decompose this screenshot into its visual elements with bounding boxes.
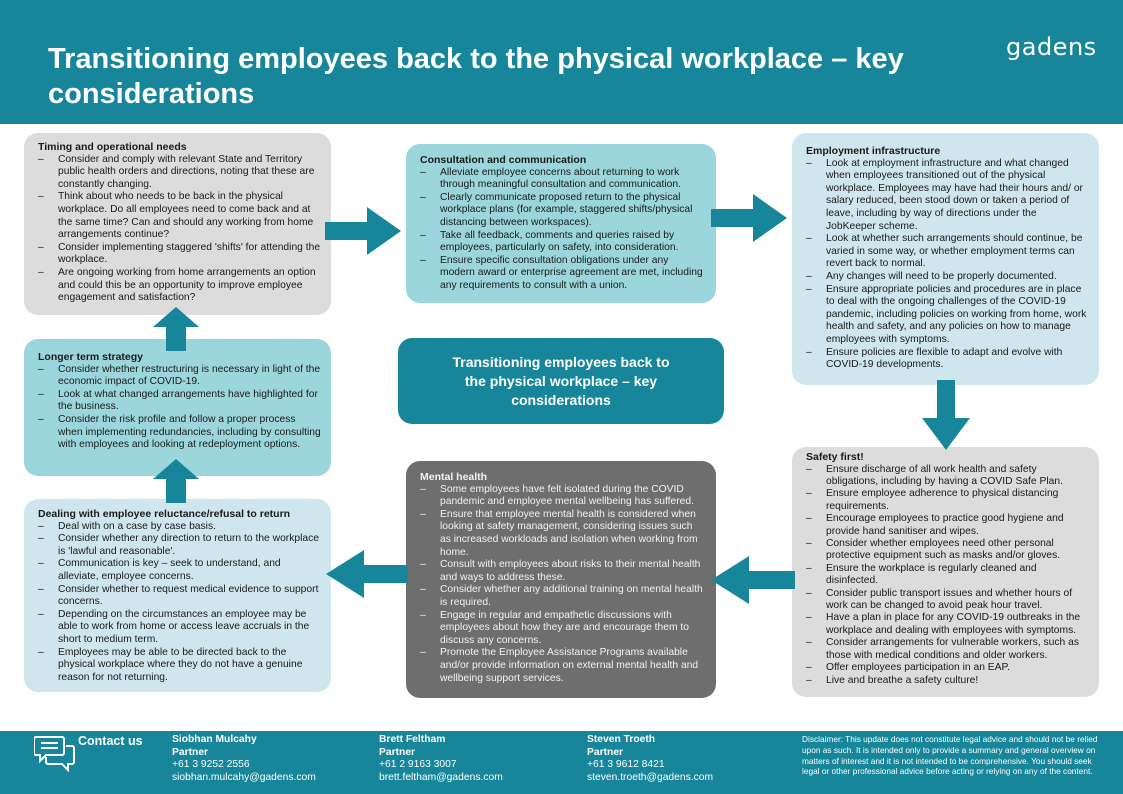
footer-bar xyxy=(0,731,1123,794)
contact-person xyxy=(587,734,713,784)
list-item: – Depending on the circumstances an employee may be able to work from home or access leave accruals in the short to medium term. xyxy=(38,609,321,647)
reluctance-title: Dealing with employee reluctance/refusal to return xyxy=(38,508,291,520)
reluctance-box xyxy=(24,499,331,692)
contact-person xyxy=(379,734,503,784)
list-item: – Look at employment infrastructure and what changed when employees transitioned out of the physical workplace. Employees may have had their hours and/ or salary reduced, been stood down or taken a period of leave, including by way of directions under the JobKeeper scheme. xyxy=(806,158,1089,234)
timing-title: Timing and operational needs xyxy=(38,141,187,153)
arrow-down-icon xyxy=(922,380,970,450)
list-item: – Look at what changed arrangements have highlighted for the business. xyxy=(38,389,321,414)
mental-health-title: Mental health xyxy=(420,471,488,483)
contact-email[interactable]: brett.feltham@gadens.com xyxy=(379,771,503,783)
reluctance-list xyxy=(38,521,321,685)
longer-term-box xyxy=(24,339,331,476)
list-item: – Ensure that employee mental health is considered when looking at safety management, considering issues such as increased workloads and isolation when working from home. xyxy=(420,509,706,559)
list-item: – Some employees have felt isolated during the COVID pandemic and employee mental wellbeing has suffered. xyxy=(420,484,706,509)
list-item: – Ensure discharge of all work health and safety obligations, including by having a COVID Safe Plan. xyxy=(806,464,1089,489)
list-item: – Ensure policies are flexible to adapt and evolve with COVID-19 developments. xyxy=(806,347,1089,372)
list-item: – Consider whether restructuring is necessary in light of the economic impact of COVID-19. xyxy=(38,364,321,389)
list-item: – Take all feedback, comments and queries raised by employees, particularly on safety, into consideration. xyxy=(420,230,706,255)
contact-phone[interactable]: +61 3 9612 8421 xyxy=(587,759,665,770)
page-title: Transitioning employees back to the physical workplace – key considerations xyxy=(48,43,904,110)
list-item: – Look at whether such arrangements should continue, be varied in some way, or whether employment terms can revert back to normal. xyxy=(806,233,1089,271)
contact-phone[interactable]: +61 2 9163 3007 xyxy=(379,759,457,770)
chat-bubbles-icon xyxy=(34,734,76,774)
list-item: – Are ongoing working from home arrangements an option and could this be an opportunity to improve employee engagement and satisfaction? xyxy=(38,267,321,305)
list-item: – Employees may be able to be directed back to the physical workplace where they do not have a genuine reason for not returning. xyxy=(38,647,321,685)
longer-term-title: Longer term strategy xyxy=(38,351,144,363)
contact-phone[interactable]: +61 3 9252 2556 xyxy=(172,759,250,770)
list-item: – Encourage employees to practice good hygiene and provide hand sanitiser and wipes. xyxy=(806,513,1089,538)
timing-box xyxy=(24,133,331,315)
list-item: – Consult with employees about risks to their mental health and ways to address these. xyxy=(420,559,706,584)
contact-us-label: Contact us xyxy=(78,734,143,748)
arrow-left-icon xyxy=(326,550,408,598)
longer-term-list xyxy=(38,364,321,452)
contact-role: Partner xyxy=(379,746,416,758)
list-item: – Live and breathe a safety culture! xyxy=(806,675,1089,687)
list-item: – Consider arrangements for vulnerable workers, such as those with medical conditions and older workers. xyxy=(806,637,1089,662)
list-item: – Ensure appropriate policies and procedures are in place to deal with the ongoing challenges of the COVID-19 pandemic, including policies on working from home, work health and safety, and any policies on how to manage employees with symptoms. xyxy=(806,284,1089,347)
list-item: – Consider implementing staggered 'shifts' for attending the workplace. xyxy=(38,242,321,267)
contact-email[interactable]: siobhan.mulcahy@gadens.com xyxy=(172,771,316,783)
center-title: Transitioning employees back to the physical workplace – key considerations xyxy=(452,354,670,408)
contact-name: Brett Feltham xyxy=(379,734,446,745)
list-item: – Think about who needs to be back in the physical workplace. Do all employees need to come back and at the same time? Can and should any working from home arrangements continue? xyxy=(38,191,321,241)
list-item: – Clearly communicate proposed return to the physical workplace plans (for example, staggered shifts/physical distancing between workspaces). xyxy=(420,192,706,230)
disclaimer-text: Disclaimer: This update does not constitute legal advice and should not be relied upon as such. It is intended only to provide a summary and general overview on matters of interest and it is not intended to be comprehensive. You should seek legal or other professional advice before acting or relying on any of the content. xyxy=(802,734,1098,777)
contact-person xyxy=(172,734,316,784)
consultation-title: Consultation and communication xyxy=(420,154,587,166)
header-banner xyxy=(0,0,1123,124)
list-item: – Promote the Employee Assistance Programs available and/or provide information on external mental health and wellbeing support services. xyxy=(420,647,706,685)
list-item: – Consider whether to request medical evidence to support concerns. xyxy=(38,584,321,609)
contact-email[interactable]: steven.troeth@gadens.com xyxy=(587,771,714,783)
contact-role: Partner xyxy=(587,746,624,758)
list-item: – Have a plan in place for any COVID-19 outbreaks in the workplace and dealing with employees with symptoms. xyxy=(806,612,1089,637)
list-item: – Ensure the workplace is regularly cleaned and disinfected. xyxy=(806,563,1089,588)
center-title-box xyxy=(398,338,724,424)
contact-name: Steven Troeth xyxy=(587,734,656,745)
list-item: – Alleviate employee concerns about returning to work through meaningful consultation and communication. xyxy=(420,167,706,192)
list-item: – Offer employees participation in an EAP. xyxy=(806,662,1089,674)
list-item: – Consider public transport issues and whether hours of work can be changed to avoid peak hour travel. xyxy=(806,588,1089,613)
list-item: – Consider the risk profile and follow a proper process when implementing redundancies, including by consulting with employees and looking at redeployment options. xyxy=(38,414,321,452)
list-item: – Ensure employee adherence to physical distancing requirements. xyxy=(806,488,1089,513)
contact-role: Partner xyxy=(172,746,209,758)
safety-title: Safety first! xyxy=(806,451,864,463)
list-item: – Ensure specific consultation obligations under any modern award or enterprise agreement are met, including any requirements to consult with a union. xyxy=(420,255,706,293)
list-item: – Communication is key – seek to understand, and alleviate, employee concerns. xyxy=(38,558,321,583)
list-item: – Consider and comply with relevant State and Territory public health orders and directions, noting that these are constantly changing. xyxy=(38,154,321,192)
arrow-right-icon xyxy=(325,207,401,255)
list-item: – Deal with on a case by case basis. xyxy=(38,521,321,534)
consultation-box xyxy=(406,144,716,303)
safety-list xyxy=(806,464,1089,687)
employment-title: Employment infrastructure xyxy=(806,145,941,157)
mental-health-box xyxy=(406,461,716,698)
contact-name: Siobhan Mulcahy xyxy=(172,734,257,745)
gadens-logo: gadens xyxy=(1006,33,1097,61)
safety-box xyxy=(792,447,1099,697)
list-item: – Consider whether employees need other personal protective equipment such as masks and/or gloves. xyxy=(806,538,1089,563)
list-item: – Consider whether any direction to return to the workplace is 'lawful and reasonable'. xyxy=(38,533,321,558)
list-item: – Any changes will need to be properly documented. xyxy=(806,271,1089,284)
arrow-up-icon xyxy=(153,307,199,351)
employment-list xyxy=(806,158,1089,372)
arrow-up-icon xyxy=(153,459,199,503)
list-item: – Engage in regular and empathetic discussions with employees about how they are and encourage them to discuss any concerns. xyxy=(420,610,706,648)
employment-box xyxy=(792,133,1099,385)
timing-list xyxy=(38,154,321,305)
mental-health-list xyxy=(420,484,706,686)
arrow-left-icon xyxy=(711,556,795,604)
list-item: – Consider whether any additional training on mental health is required. xyxy=(420,584,706,609)
consultation-list xyxy=(420,167,706,293)
arrow-right-icon xyxy=(711,194,787,242)
